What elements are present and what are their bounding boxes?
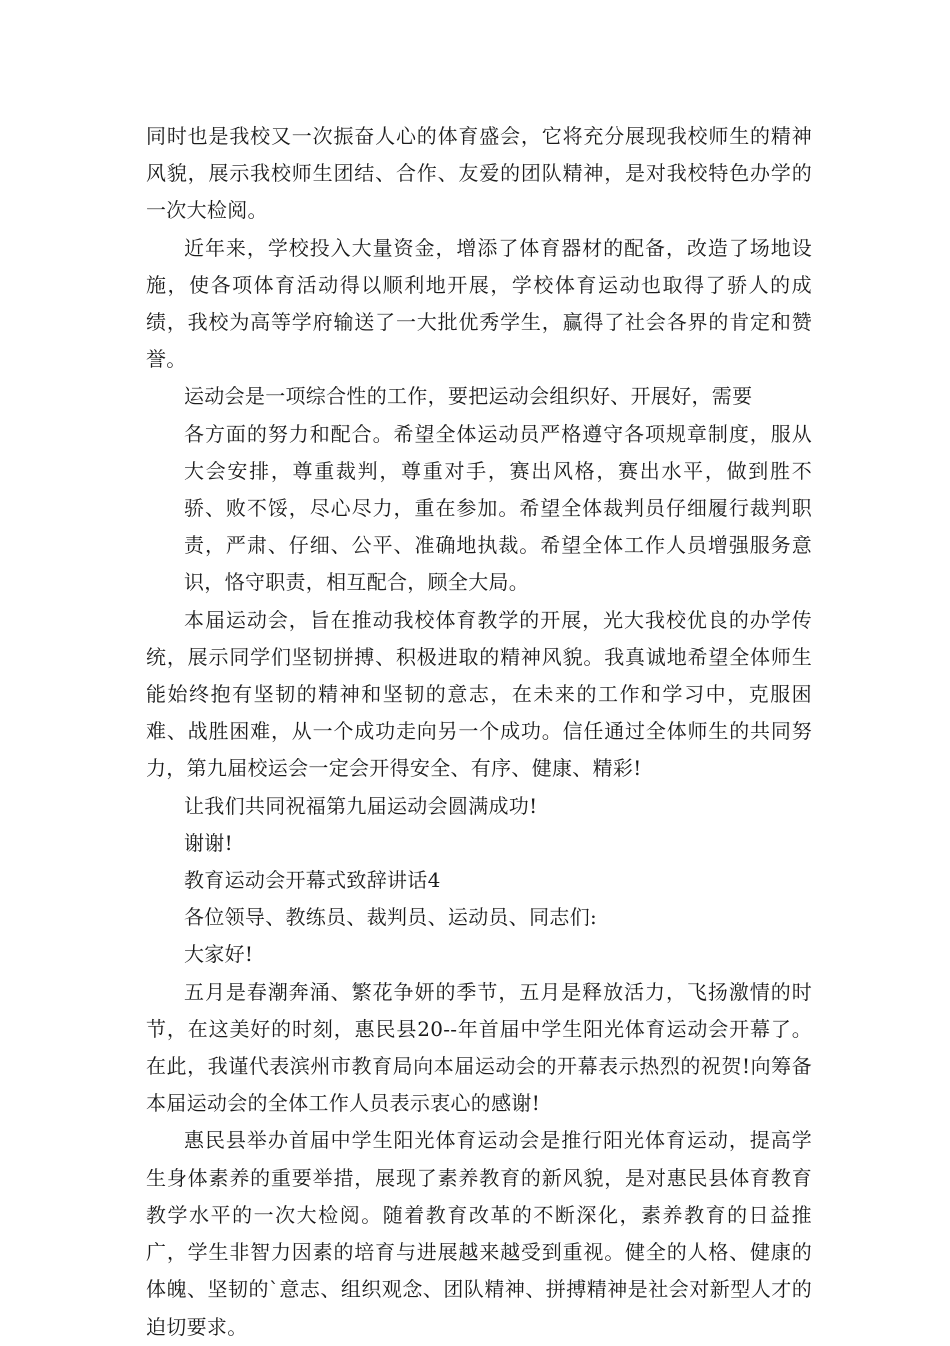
paragraph-cooperation: 各方面的努力和配合。希望全体运动员严格遵守各项规章制度，服从大会安排，尊重裁判，尊重对手，赛出风格，赛出水平，做到胜不骄、败不馁，尽心尽力，重在参加。希望全体裁判员仔细履行裁判职责，严肃、仔细、公平、准确地执裁。希望全体工作人员增强服务意识，恪守职责，相互配合，顾全大局。 (184, 421, 812, 595)
paragraph-comprehensive-work: 运动会是一项综合性的工作，要把运动会组织好、开展好，需要 (184, 384, 753, 409)
paragraph-investment: 近年来，学校投入大量资金，增添了体育器材的配备，改造了场地设施，使各项体育活动得以顺利地开展，学校体育运动也取得了骄人的成绩，我校为高等学府输送了一大批优秀学生，赢得了社会各界的肯定和赞誉。 (146, 235, 812, 372)
salutation: 各位领导、教练员、裁判员、运动员、同志们: (184, 905, 598, 930)
paragraph-huimin-games: 惠民县举办首届中学生阳光体育运动会是推行阳光体育运动，提高学生身体素养的重要举措，展现了素养教育的新风貌，是对惠民县体育教育教学水平的一次大检阅。随着教育改革的不断深化，素养教育的日益推广，学生非智力因素的培育与进展越来越受到重视。健全的人格、健康的体魄、坚韧的`意志、组织观念、团队精神、拼搏精神是社会对新型人才的迫切要求。 (146, 1128, 812, 1339)
paragraph-purpose: 本届运动会，旨在推动我校体育教学的开展，光大我校优良的办学传统，展示同学们坚韧拼搏、积极进取的精神风貌。我真诚地希望全体师生能始终抱有坚韧的精神和坚韧的意志，在未来的工作和学习中，克服困难、战胜困难，从一个成功走向另一个成功。信任通过全体师生的共同努力，第九届校运会一定会开得安全、有序、健康、精彩! (146, 607, 812, 781)
paragraph-thanks: 谢谢! (184, 830, 233, 855)
document-body (146, 118, 812, 1346)
paragraph-may-opening: 五月是春潮奔涌、繁花争妍的季节，五月是释放活力，飞扬激情的时节，在这美好的时刻，惠民县20--年首届中学生阳光体育运动会开幕了。在此，我谨代表滨州市教育局向本届运动会的开幕表示热烈的祝贺!向筹备本届运动会的全体工作人员表示衷心的感谢! (146, 979, 812, 1116)
paragraph-continuation: 同时也是我校又一次振奋人心的体育盛会，它将充分展现我校师生的精神风貌，展示我校师生团结、合作、友爱的团队精神，是对我校特色办学的一次大检阅。 (146, 124, 812, 223)
paragraph-wishes: 让我们共同祝福第九届运动会圆满成功! (184, 793, 538, 818)
greeting: 大家好! (184, 942, 254, 967)
speech-heading: 教育运动会开幕式致辞讲话4 (184, 868, 441, 893)
